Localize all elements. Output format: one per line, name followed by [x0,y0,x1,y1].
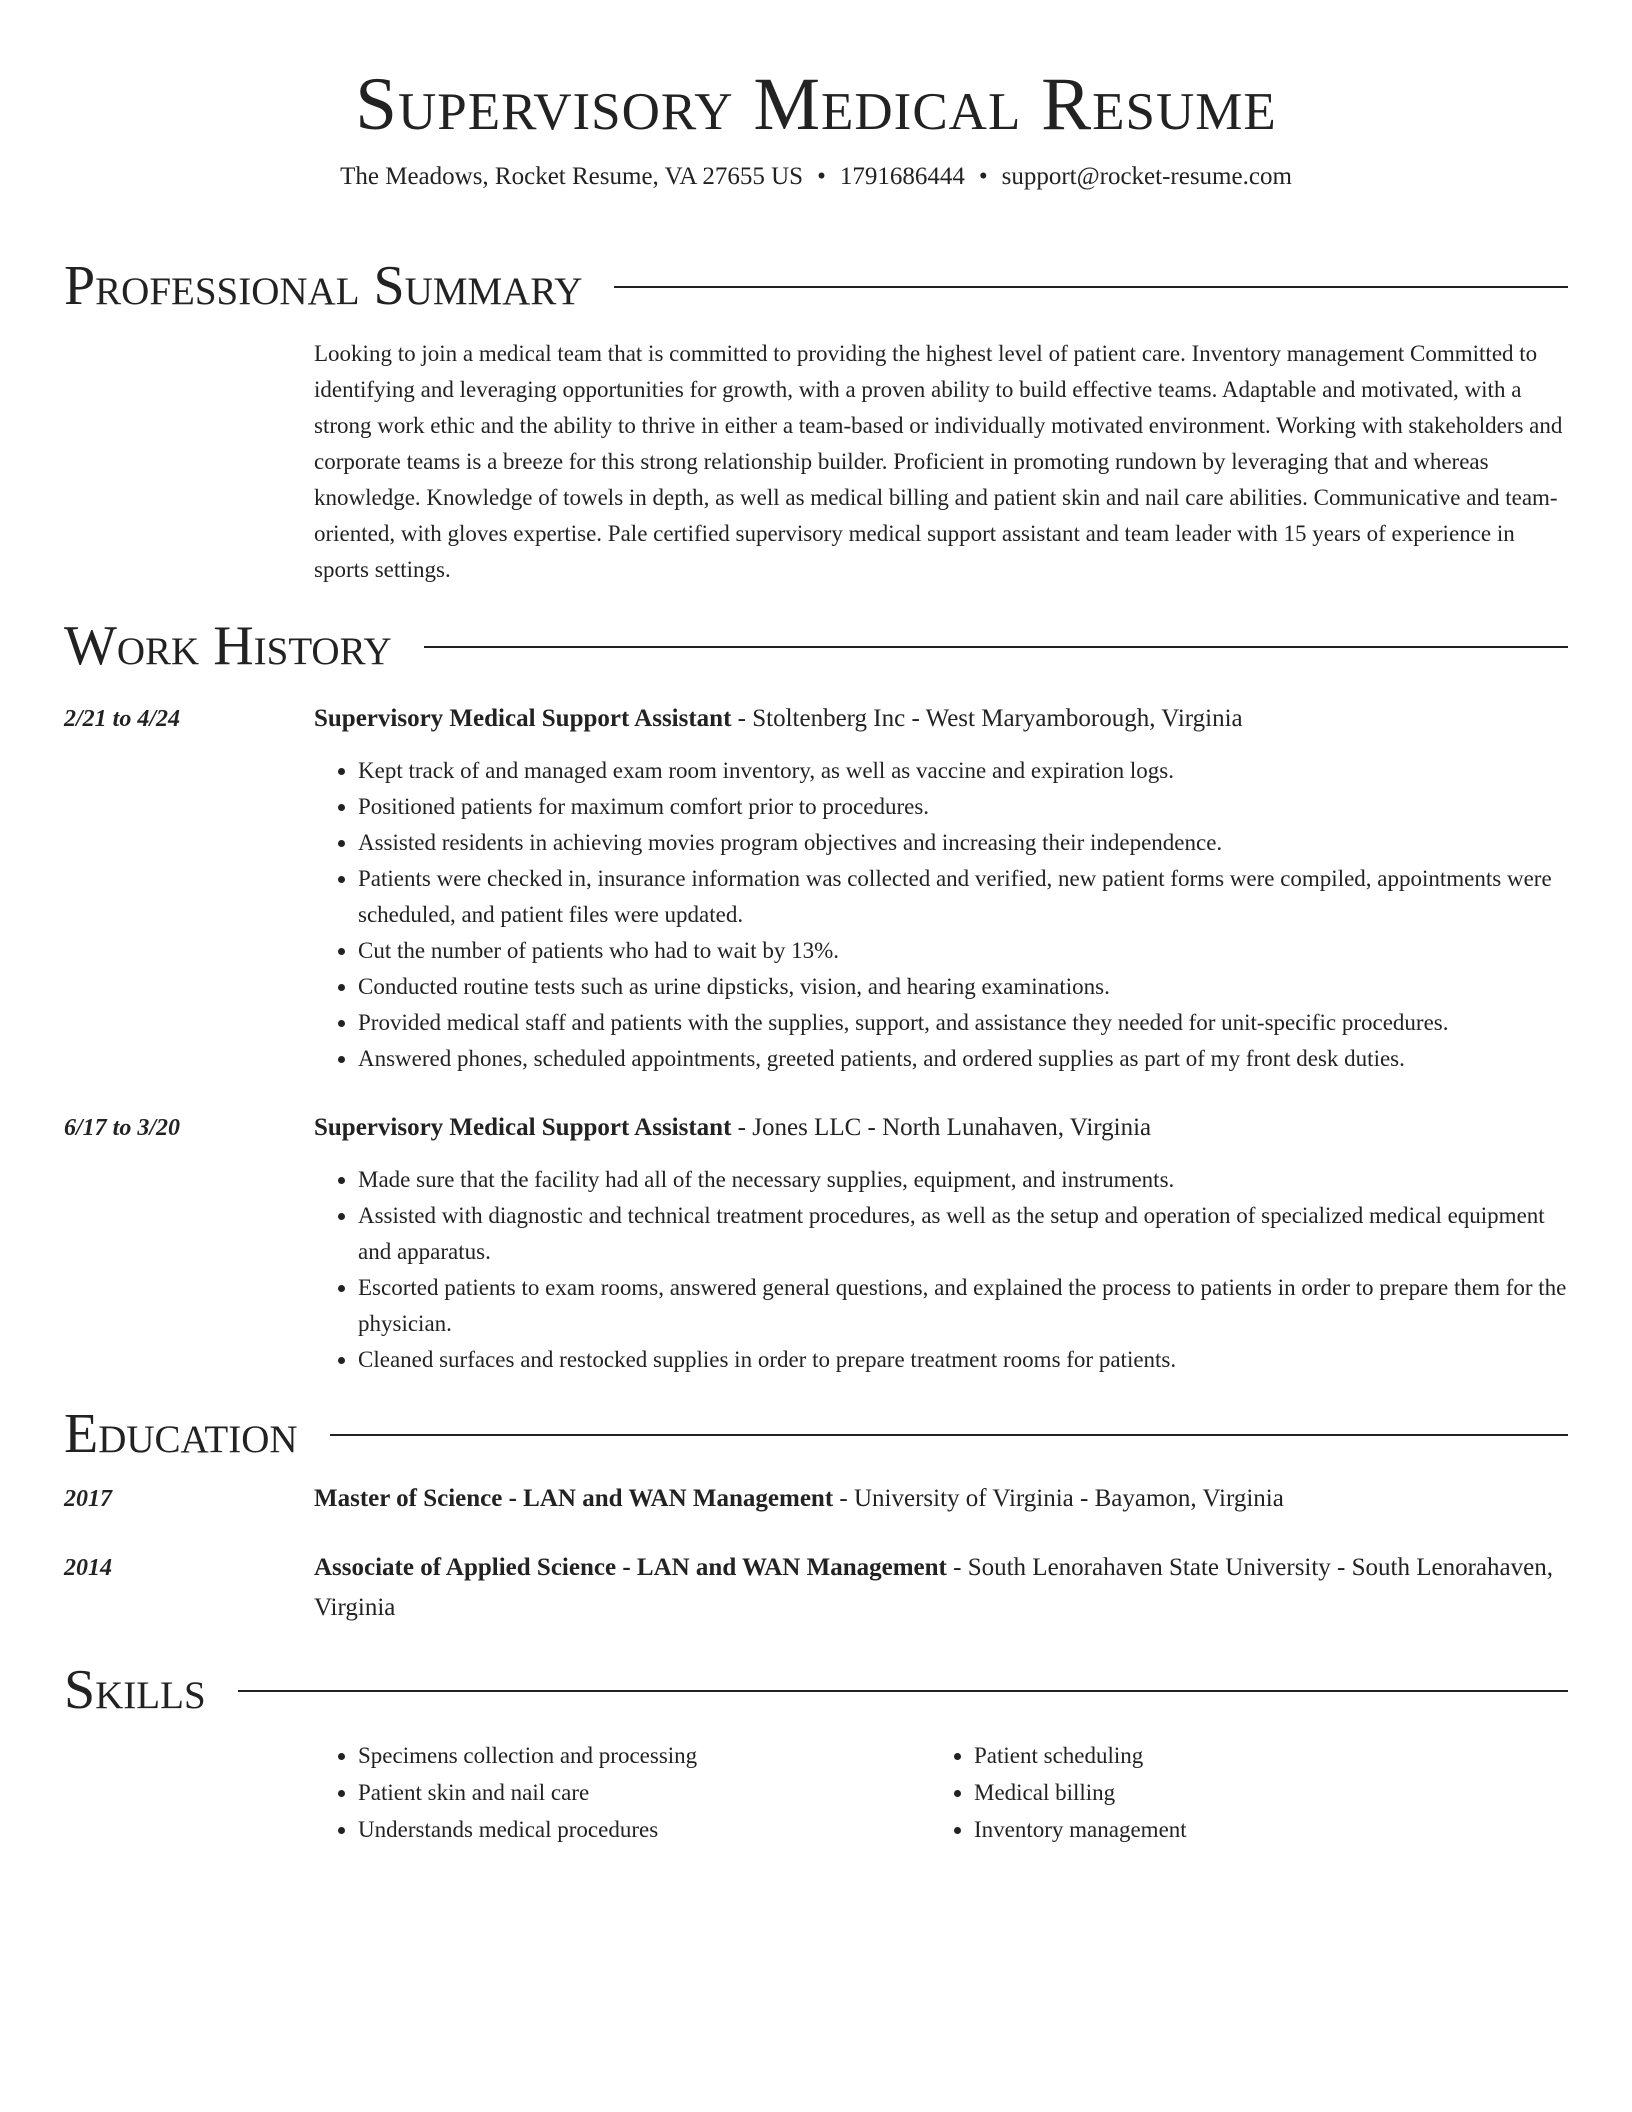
education-degree: Associate of Applied Science - LAN and WAN Management [314,1554,947,1581]
section-header-skills [64,1658,1568,1722]
skills-column [930,1737,1568,1848]
section-title: Education [64,1403,298,1465]
job-bullet: • Provided medical staff and patients with the supplies, support, and assistance they needed for unit-specific procedures. [358,1005,1568,1041]
job-heading [314,699,1568,739]
contact-separator: • [817,163,826,190]
page-title: Supervisory Medical Resume [355,63,1277,146]
education-entry [64,1479,1568,1519]
education-school: - University of Virginia - Bayamon, Virginia [833,1485,1284,1512]
section-header-education [64,1402,1568,1466]
job-heading [314,1108,1568,1148]
education-entry [64,1548,1568,1628]
job-bullet: • Answered phones, scheduled appointments, greeted patients, and ordered supplies as part of my front desk duties. [358,1041,1568,1077]
job-bullets [314,753,1568,1077]
section-title: Skills [64,1659,206,1721]
job-content [314,699,1568,1077]
job-dates: 6/17 to 3/20 [64,1115,181,1141]
contact-email: support@rocket-resume.com [1001,163,1292,190]
job-title: Supervisory Medical Support Assistant [314,1114,732,1141]
section-header-work-history [64,614,1568,678]
skill-item: • Patient skin and nail care [358,1774,930,1811]
section-divider [614,286,1568,288]
skills-column [314,1737,930,1848]
job-content [314,1108,1568,1378]
education-content [314,1548,1568,1628]
section-title: Professional Summary [64,255,583,317]
contact-separator: • [978,163,988,190]
skill-item: • Patient scheduling [974,1737,1568,1774]
contact-line [0,160,1632,194]
job-bullet: • Made sure that the facility had all of the necessary supplies, equipment, and instruments. [358,1162,1568,1198]
job-bullet: • Kept track of and managed exam room inventory, as well as vaccine and expiration logs. [358,753,1568,789]
skill-item: • Specimens collection and processing [358,1737,930,1774]
contact-phone: 1791686444 [839,163,965,190]
job-bullet: • Assisted with diagnostic and technical treatment procedures, as well as the setup and operation of specialized medical equipment and apparatus. [358,1198,1568,1270]
job-employer: - Jones LLC - North Lunahaven, Virginia [731,1114,1152,1141]
education-heading [314,1479,1568,1519]
education-content [314,1479,1568,1519]
job-bullets [314,1162,1568,1378]
skills-list [314,1737,1568,1848]
section-divider [330,1434,1568,1436]
summary-text: Looking to join a medical team that is committed to providing the highest level of patient care. Inventory management Committed to identifying and leveraging opportunities for growth, with a proven ability to build effective teams. Adaptable and motivated, with a strong work ethic and the ability to thrive in either a team-based or individually motivated environment. Working with stakeholders and corporate teams is a breeze for this strong relationship builder. Proficient in promoting rundown by leveraging that and whereas knowledge. Knowledge of towels in depth, as well as medical billing and patient skin and nail care abilities. Communicative and team-oriented, with gloves expertise. Pale certified supervisory medical support assistant and team leader with 15 years of experience in sports settings. [314,341,1563,582]
contact-address: The Meadows, Rocket Resume, VA 27655 US [340,163,804,190]
job-bullet: • Assisted residents in achieving movies program objectives and increasing their independence. [358,825,1568,861]
job-employer: - Stoltenberg Inc - West Maryamborough, Virginia [731,705,1243,732]
job-bullet: • Cleaned surfaces and restocked supplies in order to prepare treatment rooms for patients. [358,1342,1568,1378]
skill-item: • Inventory management [974,1811,1568,1848]
job-bullet: • Conducted routine tests such as urine dipsticks, vision, and hearing examinations. [358,969,1568,1005]
skill-item: • Understands medical procedures [358,1811,930,1848]
job-entry [64,1108,1568,1378]
education-heading [314,1548,1568,1628]
job-dates: 2/21 to 4/24 [64,706,181,732]
section-header-professional-summary [64,254,1568,318]
job-bullet: • Escorted patients to exam rooms, answered general questions, and explained the process to patients in order to prepare them for the physician. [358,1270,1568,1342]
section-title: Work History [64,615,392,677]
job-entry [64,699,1568,1077]
job-bullet: • Patients were checked in, insurance information was collected and verified, new patient forms were compiled, appointments were scheduled, and patient files were updated. [358,861,1568,933]
job-title: Supervisory Medical Support Assistant [314,705,732,732]
job-bullet: • Positioned patients for maximum comfort prior to procedures. [358,789,1568,825]
section-divider [424,646,1568,648]
education-year: 2014 [64,1555,112,1581]
education-school: - South Lenorahaven State University - South Lenorahaven, Virginia [314,1554,1553,1621]
education-degree: Master of Science - LAN and WAN Management [314,1485,834,1512]
section-divider [238,1690,1568,1692]
job-bullet: • Cut the number of patients who had to wait by 13%. [358,933,1568,969]
education-year: 2017 [64,1486,112,1512]
skill-item: • Medical billing [974,1774,1568,1811]
